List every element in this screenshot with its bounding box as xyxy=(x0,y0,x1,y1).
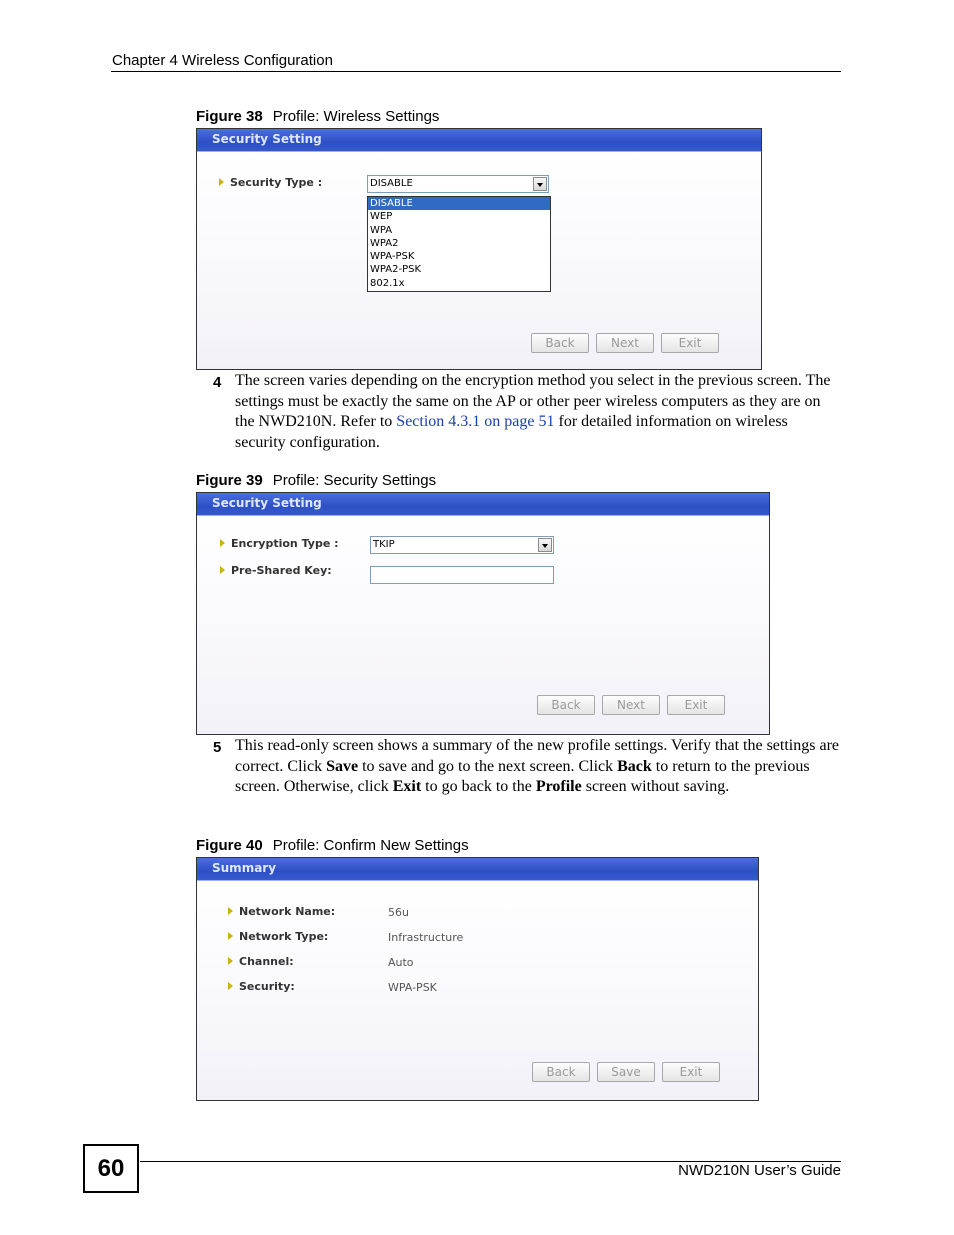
emphasis-save: Save xyxy=(326,757,359,775)
emphasis-back: Back xyxy=(617,757,652,775)
dropdown-option[interactable]: WPA-PSK xyxy=(370,251,415,263)
network-type-value: Infrastructure xyxy=(388,931,464,944)
pre-shared-key-label-text: Pre-Shared Key: xyxy=(231,564,332,577)
bullet-arrow-icon xyxy=(220,539,225,547)
network-name-label: Network Name: xyxy=(239,905,336,918)
guide-title: NWD210N User’s Guide xyxy=(678,1162,841,1179)
back-button[interactable]: Back xyxy=(537,695,595,715)
bullet-arrow-icon xyxy=(220,566,225,574)
encryption-type-selected: TKIP xyxy=(373,539,395,550)
step-5-paragraph xyxy=(235,736,841,798)
dropdown-option[interactable]: WPA xyxy=(370,224,393,236)
panel-body xyxy=(197,152,761,369)
back-button[interactable]: Back xyxy=(532,1062,590,1082)
dropdown-option[interactable]: WEP xyxy=(370,211,393,223)
step-5-text: to return to the previous screen. Otherwise, click xyxy=(235,757,810,795)
bullet-arrow-icon xyxy=(228,932,233,940)
security-label: Security: xyxy=(239,980,295,993)
emphasis-exit: Exit xyxy=(392,778,422,795)
step-number: 5 xyxy=(213,739,222,756)
security-type-selected: DISABLE xyxy=(370,178,413,189)
panel-body xyxy=(197,881,758,1100)
security-type-dropdown-list[interactable] xyxy=(367,196,551,292)
summary-row-label xyxy=(228,930,328,943)
security-type-label-text: Security Type : xyxy=(230,176,323,189)
emphasis-profile: Profile xyxy=(535,778,582,795)
back-button[interactable]: Back xyxy=(531,333,589,353)
figure-40-caption xyxy=(196,837,469,854)
security-type-label xyxy=(219,176,322,189)
bullet-arrow-icon xyxy=(228,957,233,965)
figure-title: Profile: Confirm New Settings xyxy=(272,837,469,854)
figure-label: Figure 38 xyxy=(196,108,263,125)
summary-row-label xyxy=(228,955,294,968)
panel-title-bar: Summary xyxy=(197,858,758,880)
bullet-arrow-icon xyxy=(228,982,233,990)
figure-title: Profile: Wireless Settings xyxy=(272,108,440,125)
step-4-text-end: for detailed information on wireless security configuration. xyxy=(235,413,788,451)
chapter-header: Chapter 4 Wireless Configuration xyxy=(112,52,333,69)
dropdown-option[interactable]: DISABLE xyxy=(368,197,550,210)
bullet-arrow-icon xyxy=(219,178,224,186)
page-number: 60 xyxy=(83,1144,139,1193)
panel-body xyxy=(197,516,769,734)
section-link[interactable]: Section 4.3.1 on page 51 xyxy=(396,413,555,430)
exit-button[interactable]: Exit xyxy=(667,695,725,715)
step-4-text: The screen varies depending on the encryption method you select in the previous screen. The settings must be exactly the same on the AP or other peer wireless computers as they are on the NWD210N. Refer to xyxy=(235,372,831,430)
network-type-label: Network Type: xyxy=(239,930,329,943)
figure-title: Profile: Security Settings xyxy=(272,472,437,489)
step-5-text: to save and go to the next screen. Click xyxy=(358,757,618,775)
encryption-type-select[interactable] xyxy=(370,536,554,554)
figure-39-caption xyxy=(196,472,436,489)
pre-shared-key-input[interactable] xyxy=(370,566,554,584)
bullet-arrow-icon xyxy=(228,907,233,915)
dropdown-option[interactable]: WPA2-PSK xyxy=(370,264,422,276)
wireless-settings-panel xyxy=(196,128,762,370)
step-5-text: screen without saving. xyxy=(581,778,730,795)
figure-label: Figure 40 xyxy=(196,837,263,854)
chevron-down-icon[interactable] xyxy=(538,538,552,552)
security-settings-panel xyxy=(196,492,770,735)
encryption-type-label-text: Encryption Type : xyxy=(231,537,339,550)
channel-label: Channel: xyxy=(239,955,294,968)
step-number: 4 xyxy=(213,374,222,391)
summary-row-label xyxy=(228,905,335,918)
channel-value: Auto xyxy=(388,956,414,969)
header-rule xyxy=(111,71,841,72)
next-button[interactable]: Next xyxy=(602,695,660,715)
next-button[interactable]: Next xyxy=(596,333,654,353)
exit-button[interactable]: Exit xyxy=(661,333,719,353)
summary-row-label xyxy=(228,980,295,993)
pre-shared-key-label xyxy=(220,564,332,577)
encryption-type-label xyxy=(220,537,339,550)
figure-38-caption xyxy=(196,108,439,125)
security-type-select[interactable] xyxy=(367,175,549,193)
step-4-paragraph xyxy=(235,371,841,453)
dropdown-option[interactable]: 802.1x xyxy=(370,277,405,289)
network-name-value: 56u xyxy=(388,906,409,919)
chevron-down-icon[interactable] xyxy=(533,177,547,191)
step-5-text: This read-only screen shows a summary of the new profile settings. Verify that the settings are correct. Click xyxy=(235,737,839,775)
panel-title-bar: Security Setting xyxy=(197,129,761,151)
security-value: WPA-PSK xyxy=(388,981,437,994)
exit-button[interactable]: Exit xyxy=(662,1062,720,1082)
dropdown-option[interactable]: WPA2 xyxy=(370,237,399,249)
figure-label: Figure 39 xyxy=(196,472,263,489)
save-button[interactable]: Save xyxy=(597,1062,655,1082)
step-5-text: to go back to the xyxy=(421,778,536,795)
panel-title-bar: Security Setting xyxy=(197,493,769,515)
confirm-settings-panel xyxy=(196,857,759,1101)
